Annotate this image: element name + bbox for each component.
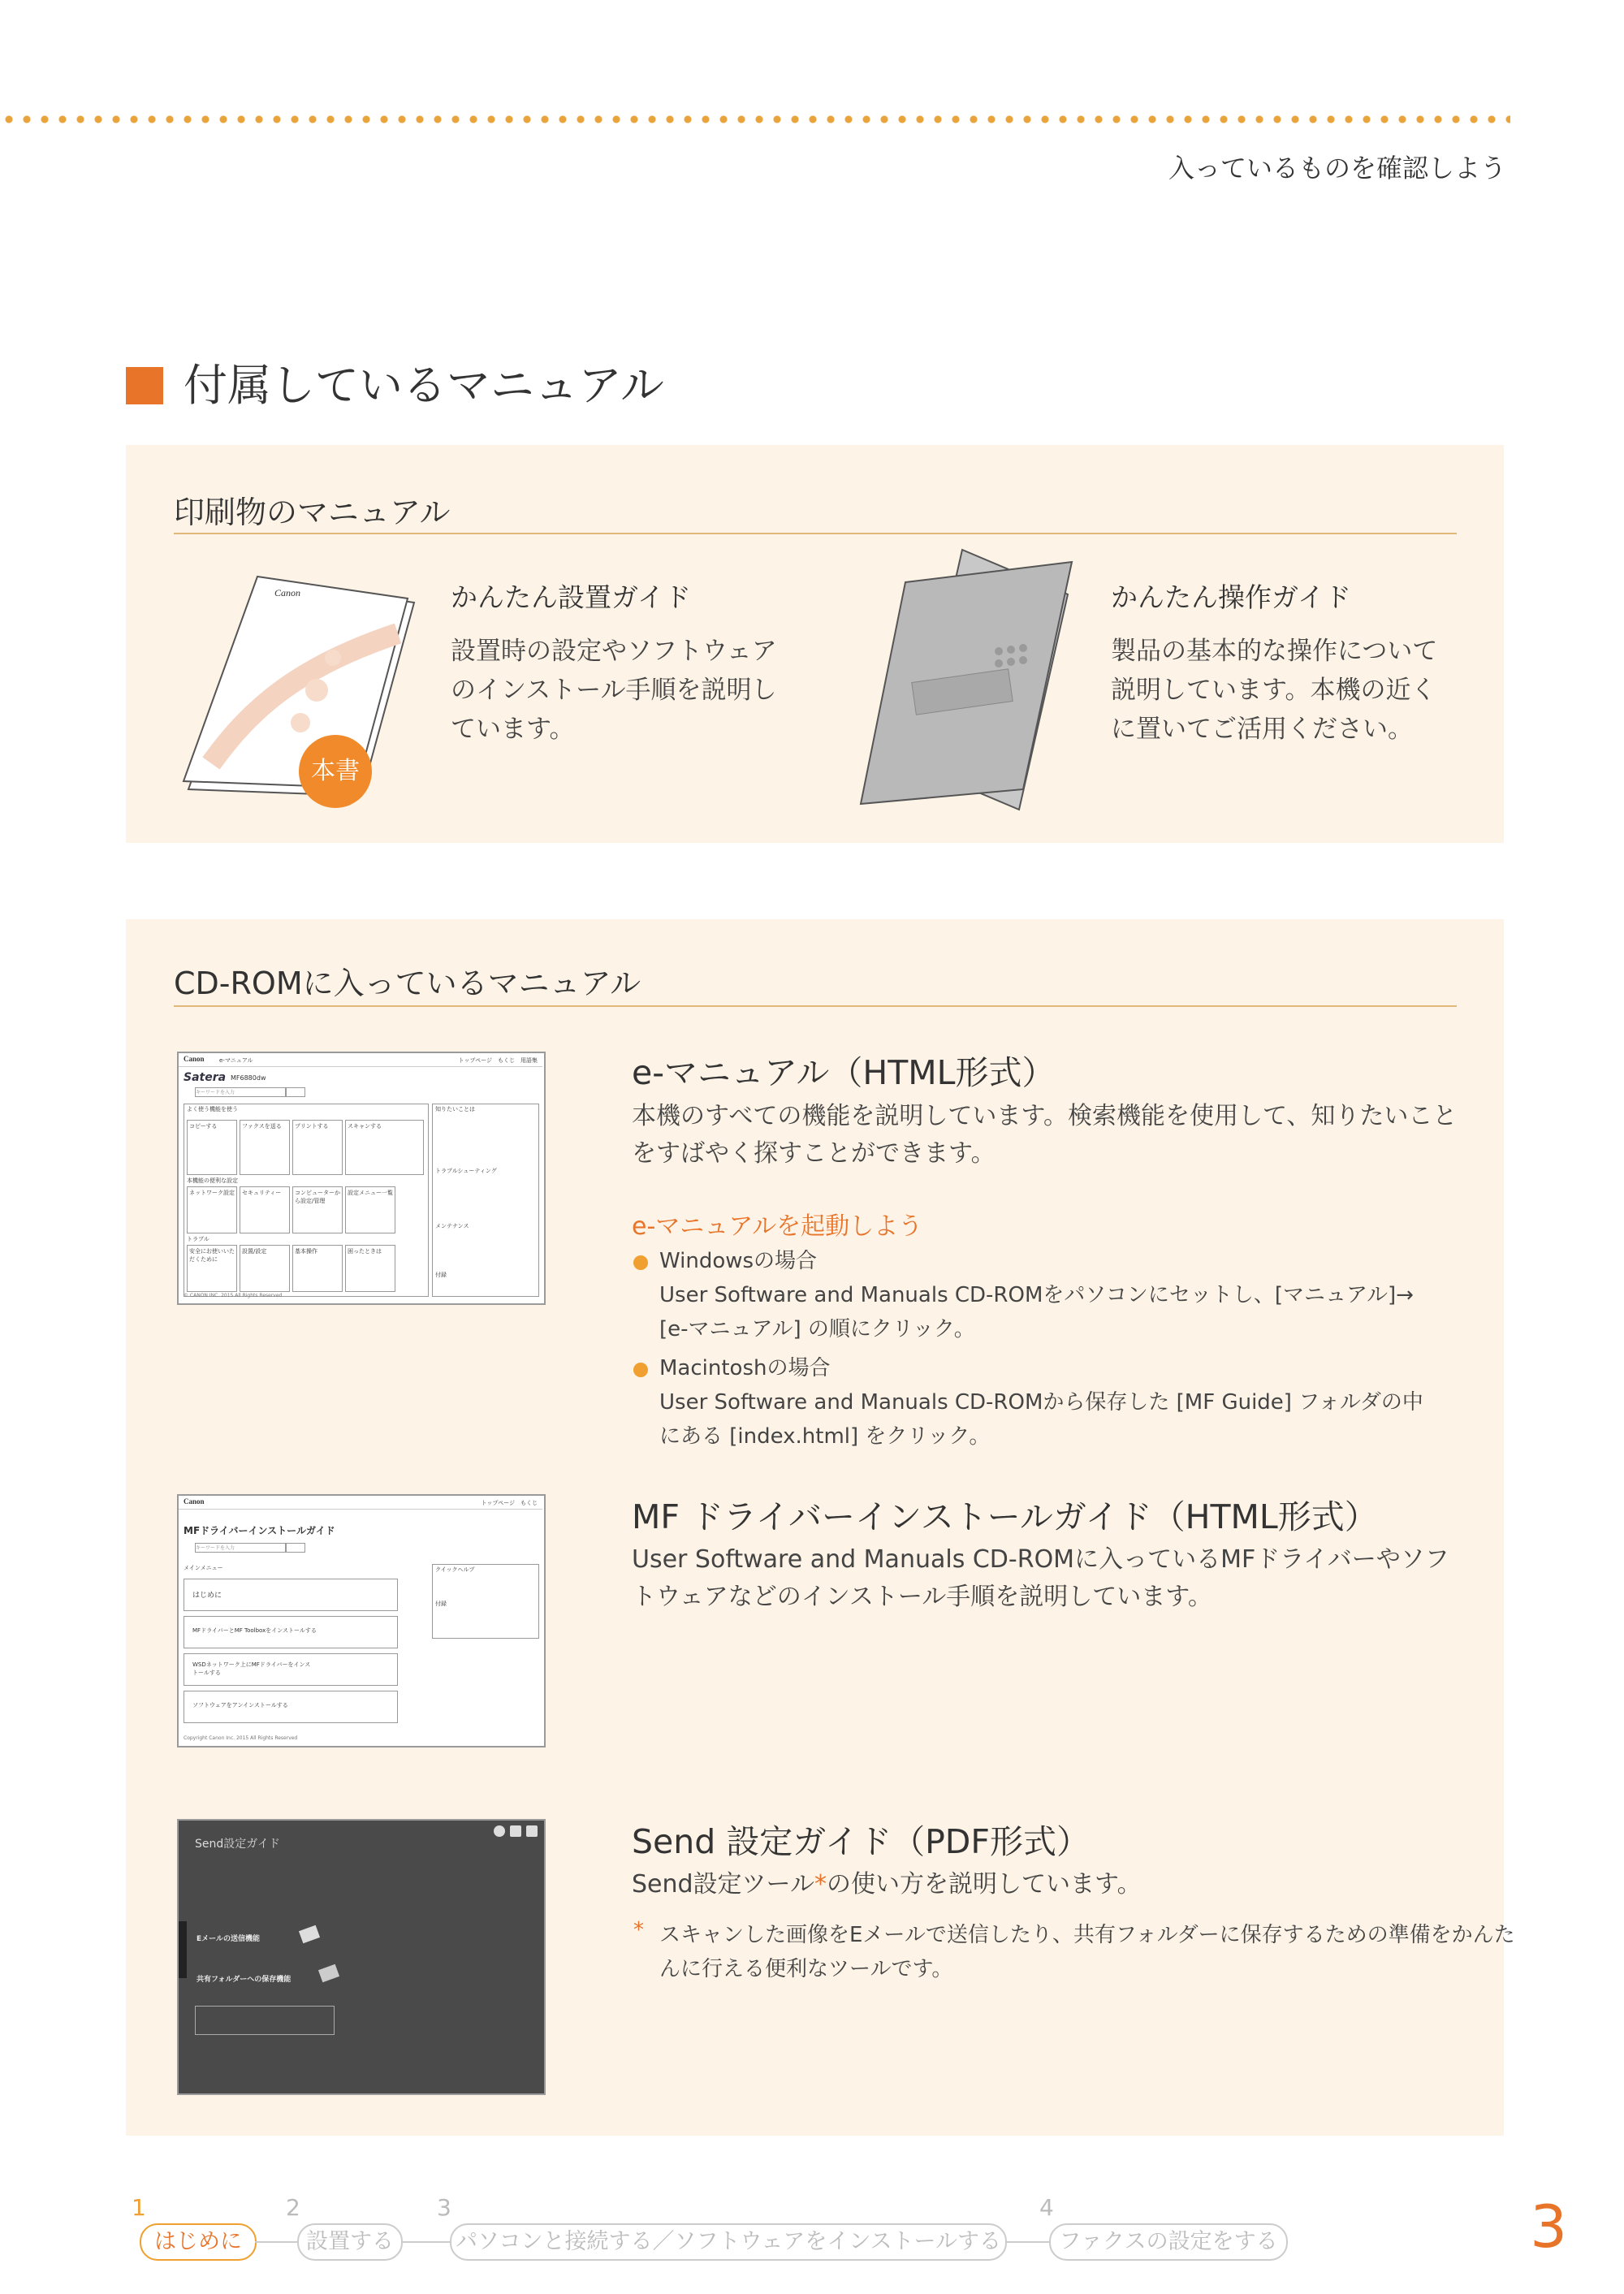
setup-guide-desc-line: のインストール手順を説明し	[451, 676, 777, 705]
asterisk-icon: *	[814, 1870, 827, 1899]
driver-menu-item	[184, 1579, 398, 1611]
section-title: 付属しているマニュアル	[184, 360, 664, 411]
send-desc-rest: の使い方を説明しています。	[826, 1870, 1142, 1899]
driver-screen-menu-title: メインメニュー	[184, 1565, 223, 1571]
nav-step-number: 4	[1039, 2194, 1054, 2221]
driver-menu-item	[184, 1653, 398, 1686]
emanual-tile-label: 安全にお使いいただくために	[189, 1248, 235, 1263]
emanual-tile-label: ネットワーク設定	[189, 1190, 235, 1196]
driver-screen-side-title: クイックヘルプ	[435, 1566, 475, 1573]
operation-guide-booklet-illustration	[857, 546, 1084, 814]
section-marker	[126, 367, 163, 404]
emanual-tile-label: 設定メニュー一覧	[348, 1190, 393, 1196]
emanual-screen-group: 本機能の便利な設定	[187, 1177, 238, 1184]
send-screen-item: Eメールの送信機能	[197, 1935, 260, 1943]
emanual-tile-label: コンピューターから設定/管理	[295, 1190, 340, 1204]
driver-menu-item	[184, 1691, 398, 1723]
windows-instruction-line: User Software and Manuals CD-ROMをパソコンにセットし、[マニュアル]→	[659, 1283, 1414, 1307]
emanual-screen-side-title: トラブルシューティング	[435, 1168, 497, 1174]
emanual-desc	[632, 1098, 1457, 1173]
send-screen-item: 共有フォルダーへの保存機能	[197, 1976, 292, 1984]
emanual-tile-label: 基本操作	[295, 1248, 317, 1255]
windows-instructions	[659, 1278, 1414, 1346]
operation-guide-desc	[1111, 632, 1437, 749]
send-screen-note-box	[195, 2006, 335, 2035]
nav-step-number: 3	[437, 2194, 451, 2221]
send-guide-screenshot	[177, 1819, 546, 2095]
emanual-title: e-マニュアル（HTML形式）	[632, 1053, 1056, 1092]
emanual-screen-group: トラブル	[187, 1236, 209, 1242]
driver-guide-desc-line: トウェアなどのインストール手順を説明しています。	[632, 1583, 1212, 1611]
emanual-screenshot	[177, 1052, 546, 1305]
setup-guide-desc-line: ています。	[451, 715, 575, 744]
emanual-launch-title: e-マニュアルを起動しよう	[632, 1212, 923, 1241]
driver-menu-item	[184, 1616, 398, 1648]
cdrom-manuals-title: CD-ROMに入っているマニュアル	[174, 966, 641, 1001]
printed-manuals-title: 印刷物のマニュアル	[174, 495, 451, 530]
emanual-tile	[187, 1245, 237, 1292]
send-footnote-line: スキャンした画像をEメールで送信したり、共有フォルダーに保存するための準備をかんた	[659, 1923, 1515, 1947]
driver-guide-title: MF ドライバーインストールガイド（HTML形式）	[632, 1497, 1378, 1536]
send-screen-tab	[179, 1921, 187, 1978]
driver-screen-heading: MFドライバーインストールガイド	[184, 1525, 335, 1536]
setup-guide-title: かんたん設置ガイド	[451, 581, 692, 613]
driver-guide-desc	[632, 1541, 1449, 1616]
driver-menu-item-label: MFドライバーとMF Toolboxをインストールする	[192, 1627, 317, 1634]
emanual-tile-label: プリントする	[295, 1123, 329, 1130]
mac-instruction-line: User Software and Manuals CD-ROMから保存した [MF Guide] フォルダの中	[659, 1390, 1423, 1415]
setup-guide-desc-line: 設置時の設定やソフトウェア	[451, 637, 777, 666]
emanual-screen-brand: Canon	[184, 1055, 205, 1063]
page-header-title: 入っているものを確認しよう	[1168, 153, 1506, 184]
this-document-badge: 本書	[299, 735, 372, 808]
driver-menu-item-label: ソフトウェアをアンインストールする	[192, 1702, 288, 1709]
send-screen-heading: Send設定ガイド	[195, 1838, 280, 1851]
emanual-tile	[240, 1120, 290, 1175]
driver-screen-search: キーワードを入力	[195, 1543, 286, 1553]
windows-bullet-icon	[633, 1255, 648, 1270]
operation-guide-title: かんたん操作ガイド	[1111, 581, 1352, 613]
mac-instructions	[659, 1385, 1423, 1454]
emanual-desc-line: をすばやく探すことができます。	[632, 1139, 996, 1168]
emanual-screen-crumb: e-マニュアル	[219, 1057, 253, 1064]
emanual-screen-side-title: メンテナンス	[435, 1223, 469, 1229]
folder-icon	[318, 1964, 339, 1983]
nav-connector	[401, 2241, 450, 2243]
driver-screen-toplinks: トップページ もくじ	[481, 1500, 538, 1506]
home-icon	[510, 1825, 521, 1837]
emanual-screen-group: よく使う機能を使う	[187, 1106, 238, 1112]
emanual-tile-label: スキャンする	[348, 1123, 382, 1130]
nav-connector	[255, 2241, 297, 2243]
nav-step-1[interactable]: はじめに	[140, 2223, 257, 2261]
emanual-screen-footer: © CANON INC. 2015 All Rights Reserved	[184, 1293, 283, 1298]
emanual-tile	[240, 1186, 290, 1233]
dotted-rule	[0, 114, 1510, 125]
footnote-asterisk-icon: *	[633, 1918, 644, 1942]
emanual-tile	[187, 1120, 237, 1175]
emanual-tile	[345, 1120, 424, 1175]
setup-guide-desc	[451, 632, 777, 749]
send-footnote-line: んに行える便利なツールです。	[659, 1957, 953, 1981]
printed-manuals-rule	[174, 533, 1457, 534]
nav-step-4[interactable]: ファクスの設定をする	[1049, 2223, 1288, 2261]
send-guide-footnote	[659, 1918, 1515, 1986]
driver-screen-brand: Canon	[184, 1497, 205, 1506]
nav-step-number: 2	[286, 2194, 300, 2221]
operation-guide-desc-line: に置いてご活用ください。	[1111, 715, 1413, 744]
windows-label: Windowsの場合	[659, 1249, 818, 1273]
emanual-screen-side-title: 知りたいことは	[435, 1106, 475, 1112]
send-guide-title: Send 設定ガイド（PDF形式）	[632, 1822, 1090, 1861]
emanual-tile	[345, 1186, 395, 1233]
emanual-screen-logo: Satera	[184, 1071, 227, 1084]
emanual-screen-side	[432, 1104, 539, 1297]
mac-label: Macintoshの場合	[659, 1356, 831, 1380]
driver-screen-side	[432, 1564, 539, 1639]
emanual-tile-label: 困ったときは	[348, 1248, 382, 1255]
driver-screen-search-btn	[286, 1543, 305, 1553]
driver-menu-item-label: はじめに	[192, 1592, 222, 1600]
nav-step-number: 1	[132, 2194, 146, 2221]
emanual-screen-product: MF6880dw	[231, 1074, 266, 1082]
emanual-desc-line: 本機のすべての機能を説明しています。検索機能を使用して、知りたいこと	[632, 1102, 1458, 1130]
driver-guide-desc-line: User Software and Manuals CD-ROMに入っているMFドライバーやソフ	[632, 1545, 1449, 1574]
emanual-screen-search: キーワードを入力	[195, 1087, 286, 1097]
emanual-tile-label: 設置/設定	[242, 1248, 267, 1255]
svg-text:Canon: Canon	[274, 587, 301, 598]
emanual-tile-label: セキュリティー	[242, 1190, 282, 1196]
emanual-tile	[345, 1245, 395, 1292]
mac-bullet-icon	[633, 1363, 648, 1377]
emanual-screen-toplinks: トップページ もくじ 用語集	[458, 1057, 538, 1064]
emanual-tile-label: コピーする	[189, 1123, 218, 1130]
emanual-tile	[292, 1186, 343, 1233]
driver-guide-screenshot	[177, 1494, 546, 1748]
emanual-screen-side-title: 付録	[435, 1272, 447, 1278]
emanual-tile-label: ファクスを送る	[242, 1123, 282, 1130]
driver-screen-footer: Copyright Canon Inc. 2015 All Rights Reserved	[184, 1735, 298, 1741]
cdrom-manuals-rule	[174, 1005, 1457, 1007]
emanual-tile	[292, 1120, 343, 1175]
emanual-tile	[240, 1245, 290, 1292]
envelope-icon	[299, 1925, 320, 1944]
emanual-tile	[187, 1186, 237, 1233]
mac-instruction-line: にある [index.html] をクリック。	[659, 1424, 991, 1449]
send-guide-desc	[632, 1866, 1142, 1903]
windows-instruction-line: [e-マニュアル] の順にクリック。	[659, 1317, 975, 1341]
operation-guide-desc-line: 製品の基本的な操作について	[1111, 637, 1438, 666]
page-number: 3	[1530, 2192, 1567, 2261]
operation-guide-desc-line: 説明しています。本機の近く	[1111, 676, 1436, 705]
nav-connector	[1005, 2241, 1049, 2243]
driver-screen-side-title: 付録	[435, 1601, 447, 1607]
help-icon	[494, 1825, 505, 1837]
emanual-screen-search-btn	[286, 1087, 305, 1097]
close-icon	[526, 1825, 538, 1837]
emanual-tile	[292, 1245, 343, 1292]
nav-step-2[interactable]: 設置する	[297, 2223, 403, 2261]
send-tool-name: Send設定ツール	[632, 1870, 814, 1899]
driver-menu-item-label: WSDネットワーク上にMFドライバーをインストールする	[192, 1661, 311, 1676]
nav-step-3[interactable]: パソコンと接続する／ソフトウェアをインストールする	[450, 2223, 1007, 2261]
